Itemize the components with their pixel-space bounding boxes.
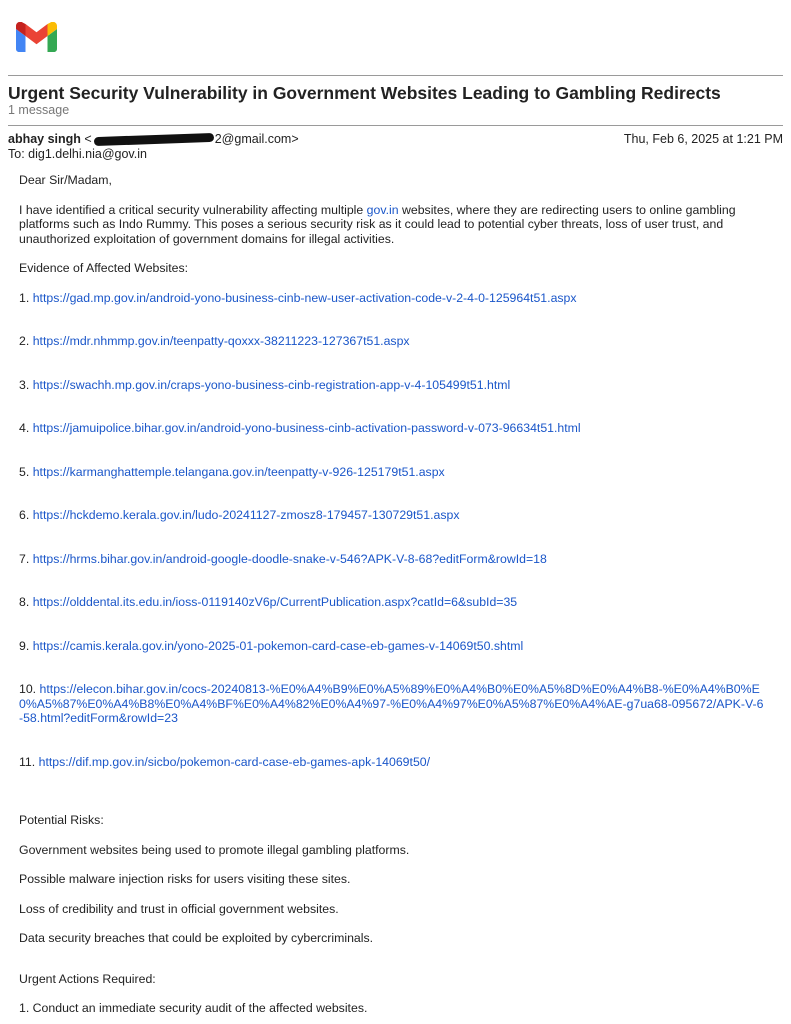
intro-text-after: websites, where they are redirecting users to online gambling platforms such as Indo Rummy. This poses a serious security risk as it could lead to potential cyber threats, loss of user trust, and unauthorized exploitation of government domains for illegal activities.: [19, 202, 736, 246]
evidence-link[interactable]: https://dif.mp.gov.in/sicbo/pokemon-card-case-eb-games-apk-14069t50/: [38, 754, 431, 769]
url-number: 8.: [19, 595, 30, 609]
recipient-line: To: dig1.delhi.nia@gov.in: [8, 147, 147, 161]
sender-email-open: <: [84, 132, 92, 146]
url-number: 10.: [19, 682, 37, 696]
evidence-link[interactable]: https://gad.mp.gov.in/android-yono-business-cinb-new-user-activation-code-v-2-4-0-125964t51.aspx: [32, 290, 577, 305]
evidence-link[interactable]: https://elecon.bihar.gov.in/cocs-20240813-%E0%A4%B9%E0%A5%89%E0%A4%B0%E0%A5%8D%E0%A4%B8-%E0%A4%B0%E0%A5%87%E0%A4%B8%E0%A4%BF%E0%A4%82%E0%A4%97-%E0%A4%97%E0%A5%87%E0%A4%AE-g7ua68-095672/APK-V-6-58.html?editForm&rowId=23: [19, 682, 764, 725]
url-number: 5.: [19, 464, 30, 479]
evidence-link[interactable]: https://karmanghattemple.telangana.gov.in/teenpatty-v-926-125179t51.aspx: [32, 464, 445, 479]
url-item: [19, 378, 764, 393]
risk-item: Possible malware injection risks for users visiting these sites.: [19, 872, 351, 886]
url-number: 1.: [19, 290, 30, 305]
evidence-link[interactable]: https://jamuipolice.bihar.gov.in/android-yono-business-cinb-activation-password-v-073-96634t51.html: [32, 421, 581, 435]
url-number: 6.: [19, 508, 30, 522]
risk-item: Loss of credibility and trust in official government websites.: [19, 901, 339, 916]
risk-item: Government websites being used to promote illegal gambling platforms.: [19, 842, 410, 857]
subject-divider: [8, 125, 783, 126]
email-date: Thu, Feb 6, 2025 at 1:21 PM: [623, 132, 783, 146]
url-item: [19, 334, 764, 349]
redaction-mark: [94, 133, 214, 146]
evidence-link[interactable]: https://hckdemo.kerala.gov.in/ludo-20241127-zmosz8-179457-130729t51.aspx: [32, 508, 460, 522]
message-count: 1 message: [8, 103, 70, 117]
url-number: 4.: [19, 421, 30, 435]
intro-text-before: I have identified a critical security vulnerability affecting multiple: [19, 202, 367, 217]
risk-item: Data security breaches that could be exploited by cybercriminals.: [19, 931, 374, 945]
url-item: [19, 421, 764, 436]
url-number: 7.: [19, 551, 30, 566]
evidence-heading: Evidence of Affected Websites:: [19, 261, 189, 275]
risks-heading: Potential Risks:: [19, 813, 104, 827]
url-item: [19, 755, 764, 770]
email-body: [19, 173, 764, 1016]
intro-paragraph: [19, 203, 764, 247]
evidence-link[interactable]: https://swachh.mp.gov.in/craps-yono-business-cinb-registration-app-v-4-105499t51.html: [32, 377, 511, 392]
actions-heading: Urgent Actions Required:: [19, 971, 156, 986]
url-item: [19, 465, 764, 480]
url-item: [19, 291, 764, 306]
url-item: [19, 639, 764, 654]
url-item: [19, 682, 764, 726]
evidence-link[interactable]: https://camis.kerala.gov.in/yono-2025-01-pokemon-card-case-eb-games-v-14069t50.shtml: [32, 638, 524, 653]
url-number: 11.: [19, 754, 36, 769]
action-item: 1. Conduct an immediate security audit of the affected websites.: [19, 1001, 368, 1015]
greeting: Dear Sir/Madam,: [19, 173, 112, 187]
evidence-link[interactable]: https://hrms.bihar.gov.in/android-google-doodle-snake-v-546?APK-V-8-68?editForm&rowId=18: [32, 551, 547, 566]
sender-line: [8, 132, 299, 146]
email-subject: Urgent Security Vulnerability in Government Websites Leading to Gambling Redirects: [8, 83, 721, 103]
url-number: 9.: [19, 638, 30, 653]
sender-name: abhay singh: [8, 132, 81, 146]
url-item: [19, 595, 764, 610]
evidence-link[interactable]: https://mdr.nhmmp.gov.in/teenpatty-qoxxx-38211223-127367t51.aspx: [32, 334, 410, 348]
url-item: [19, 508, 764, 523]
url-number: 2.: [19, 334, 30, 348]
url-item: [19, 552, 764, 567]
gov-in-link[interactable]: gov.in: [366, 202, 399, 217]
sender-email: 2@gmail.com>: [214, 132, 299, 146]
evidence-link[interactable]: https://olddental.its.edu.in/ioss-0119140zV6p/CurrentPublication.aspx?catId=6&subId=35: [32, 595, 518, 609]
url-number: 3.: [19, 377, 30, 392]
gmail-logo-icon: [16, 22, 57, 52]
header-divider: [8, 75, 783, 76]
